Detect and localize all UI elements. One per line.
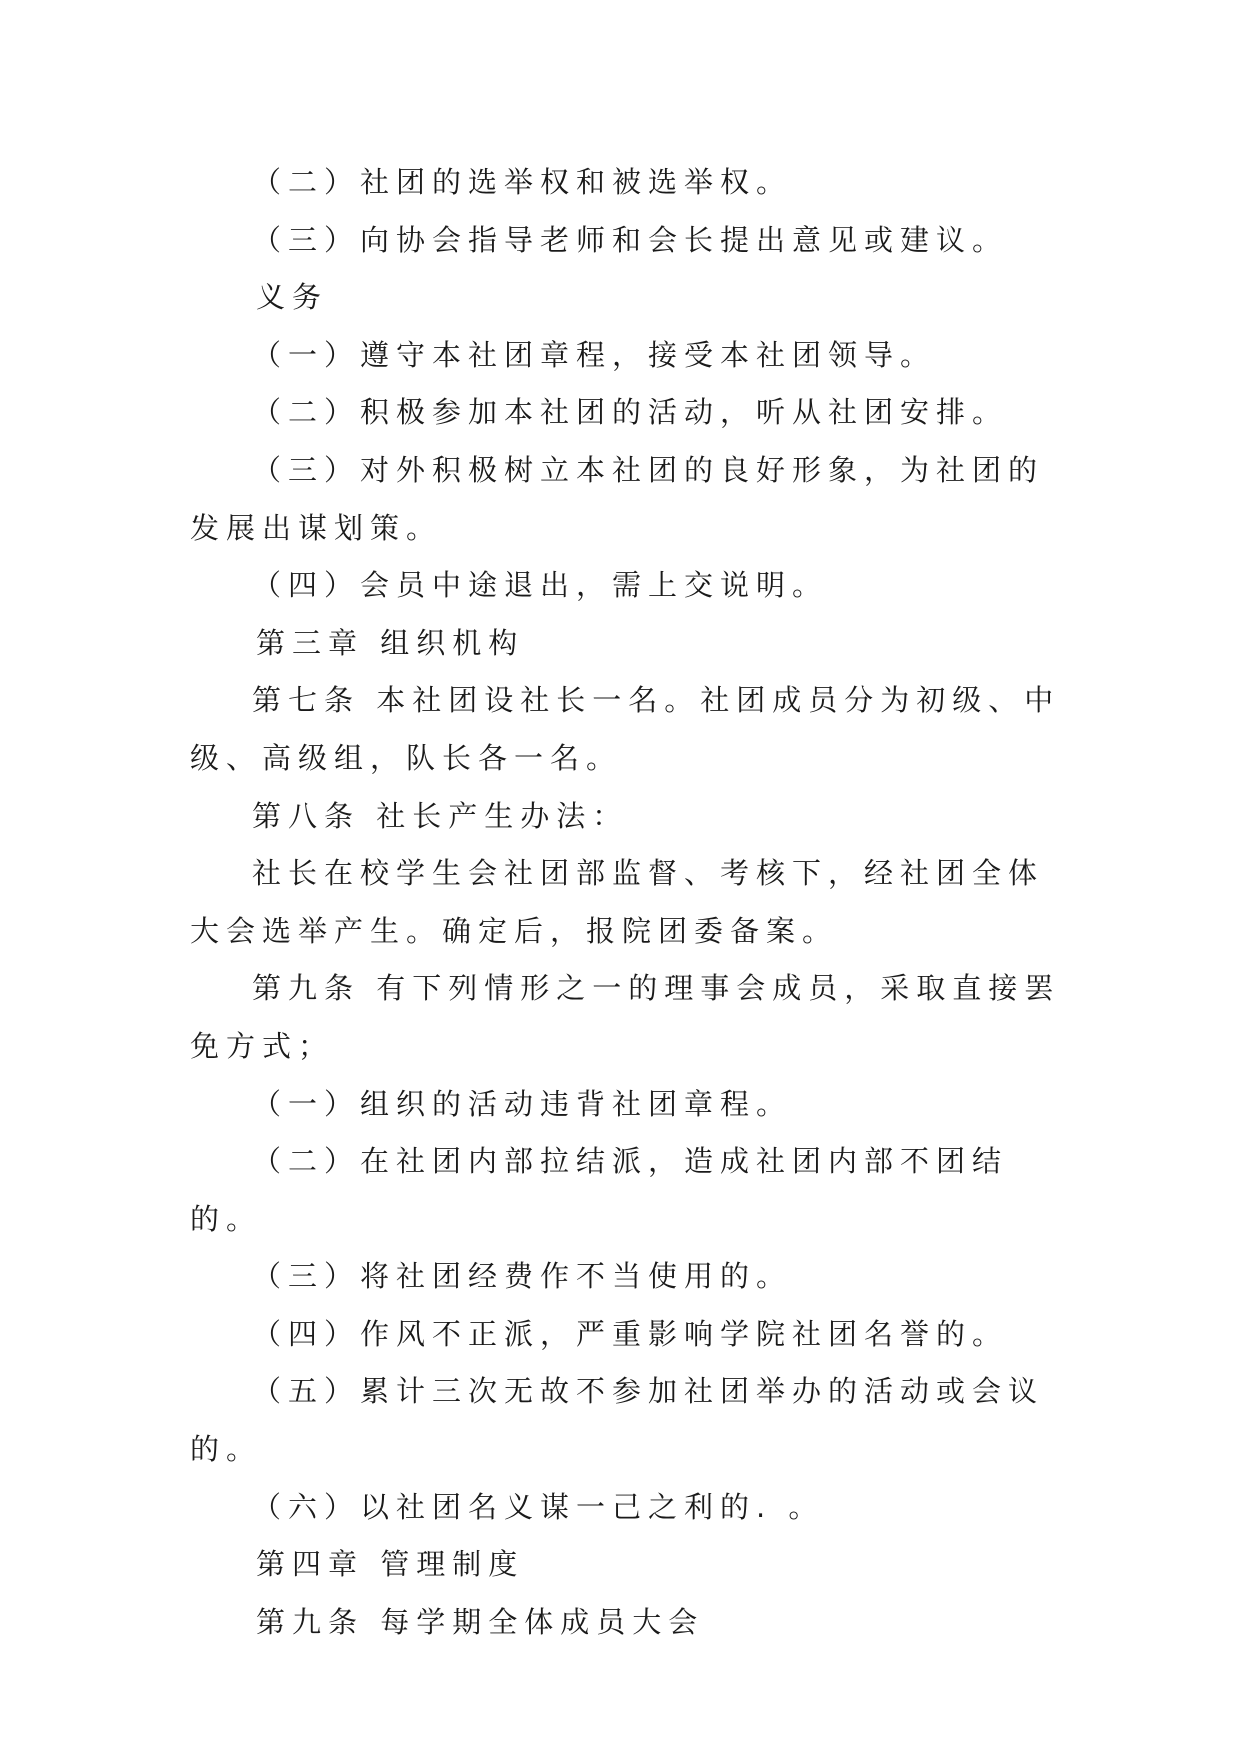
chapter-heading-4: 第四章 管理制度 xyxy=(256,1547,525,1582)
paragraph-dismissal-6: （六）以社团名义谋一己之利的. 。 xyxy=(252,1489,825,1524)
paragraph-dismissal-4: （四）作风不正派，严重影响学院社团名誉的。 xyxy=(252,1316,1009,1351)
paragraph-article-9-meeting: 第九条 每学期全体成员大会 xyxy=(256,1604,705,1639)
paragraph-dismissal-5: （五）累计三次无故不参加社团举办的活动或会议的。 xyxy=(190,1374,1045,1467)
chapter-heading-3: 第三章 组织机构 xyxy=(256,625,525,660)
paragraph-article-8-detail: 社长在校学生会社团部监督、考核下，经社团全体大会选举产生。确定后，报院团委备案。 xyxy=(190,856,1045,948)
paragraph-article-7: 第七条 本社团设社长一名。社团成员分为初级、中级、高级组，队长各一名。 xyxy=(190,683,1061,775)
document-body xyxy=(190,154,1070,1651)
paragraph-obligation-4: （四）会员中途退出，需上交说明。 xyxy=(252,568,829,603)
section-heading-obligations: 义务 xyxy=(256,280,329,315)
paragraph-dismissal-1: （一）组织的活动违背社团章程。 xyxy=(252,1086,793,1121)
paragraph-article-9: 第九条 有下列情形之一的理事会成员，采取直接罢免方式； xyxy=(190,971,1061,1063)
paragraph-article-8: 第八条 社长产生办法： xyxy=(252,798,629,833)
paragraph-dismissal-2: （二）在社团内部拉结派，造成社团内部不团结的。 xyxy=(190,1144,1009,1236)
paragraph-obligation-3: （三）对外积极树立本社团的良好形象，为社团的发展出谋划策。 xyxy=(190,452,1045,545)
paragraph-rights-3: （三）向协会指导老师和会长提出意见或建议。 xyxy=(252,222,1009,257)
paragraph-rights-2: （二）社团的选举权和被选举权。 xyxy=(252,165,793,199)
paragraph-dismissal-3: （三）将社团经费作不当使用的。 xyxy=(252,1259,793,1294)
paragraph-obligation-1: （一）遵守本社团章程，接受本社团领导。 xyxy=(252,337,937,372)
paragraph-obligation-2: （二）积极参加本社团的活动，听从社团安排。 xyxy=(252,395,1009,430)
